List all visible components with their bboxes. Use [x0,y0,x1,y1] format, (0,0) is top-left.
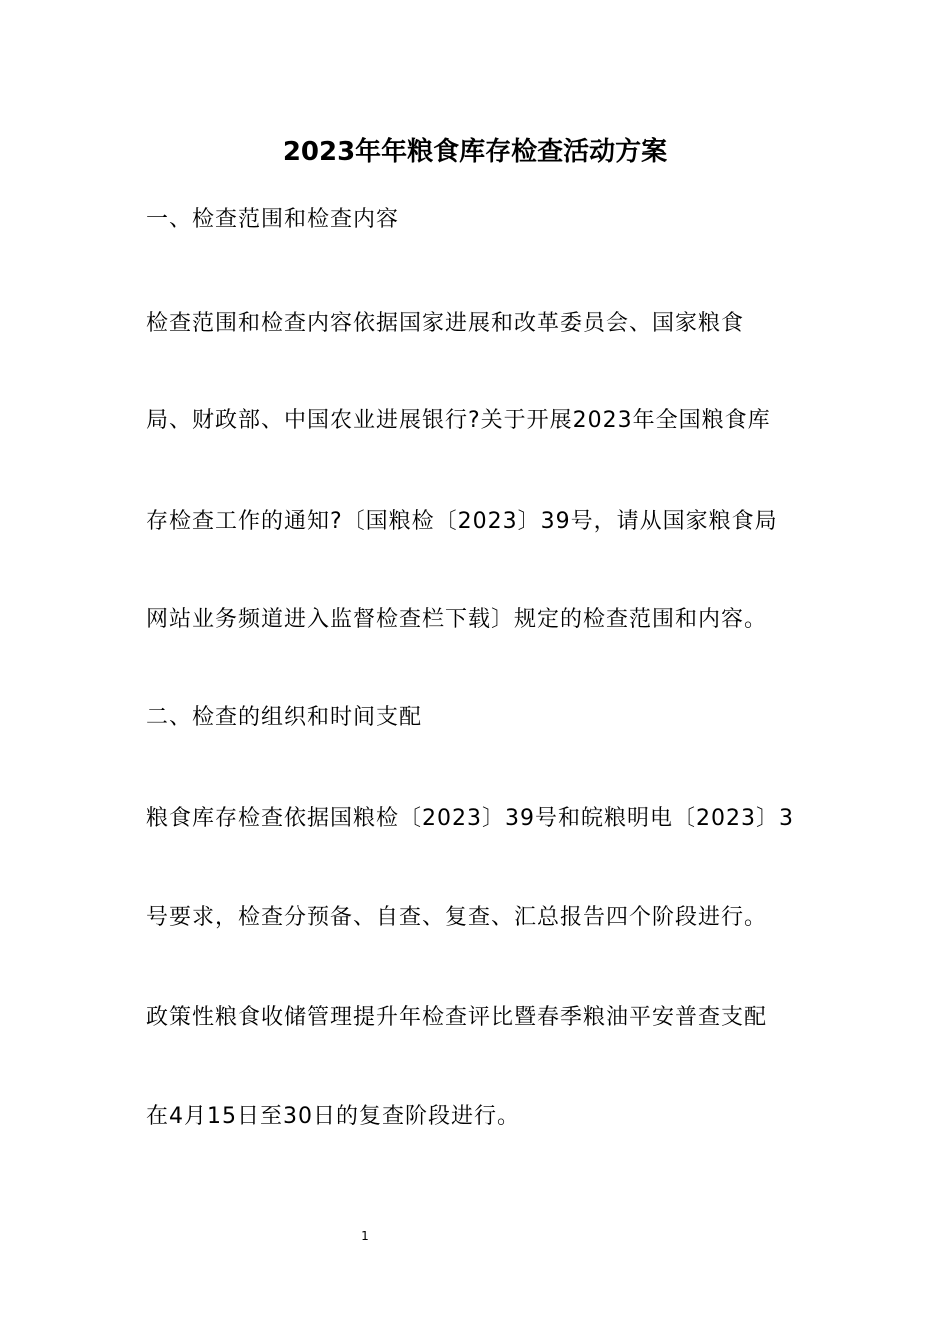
document-title: 2023年年粮食库存检查活动方案 [282,137,668,167]
paragraph-line: 粮食库存检查依据国粮检〔2023〕39号和皖粮明电〔2023〕3 [146,806,794,831]
paragraph-line: 网站业务频道进入监督检查栏下载〕规定的检查范围和内容。 [146,607,768,632]
page-number: 1 [361,1229,369,1243]
section-heading-1: 一、检查范围和检查内容 [146,207,400,232]
paragraph-line: 局、财政部、中国农业进展银行?关于开展2023年全国粮食库 [146,408,771,433]
paragraph-line: 政策性粮食收储管理提升年检查评比暨春季粮油平安普查支配 [146,1005,768,1030]
section-heading-2: 二、检查的组织和时间支配 [146,705,423,730]
paragraph-line: 在4月15日至30日的复查阶段进行。 [146,1104,520,1129]
paragraph-line: 检查范围和检查内容依据国家进展和改革委员会、国家粮食 [146,311,745,336]
paragraph-line: 号要求，检查分预备、自查、复查、汇总报告四个阶段进行。 [146,905,768,930]
paragraph-line: 存检查工作的通知?〔国粮检〔2023〕39号，请从国家粮食局 [146,509,778,534]
